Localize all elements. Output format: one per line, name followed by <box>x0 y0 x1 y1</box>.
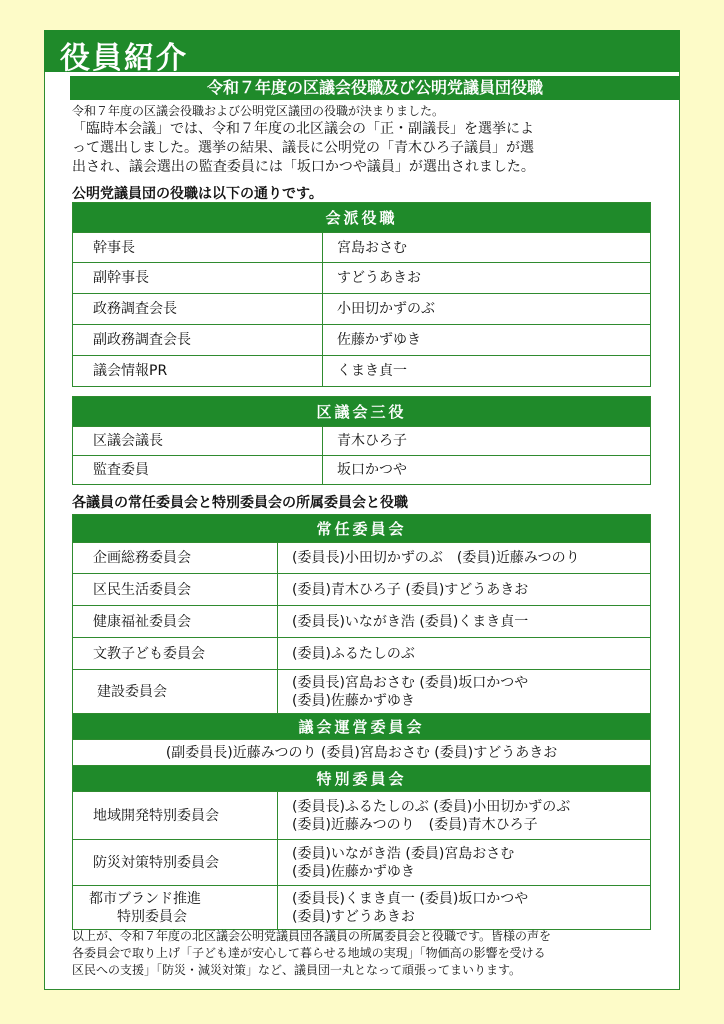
member-line: (委員)近藤みつのり (委員)青木ひろ子 <box>292 816 538 833</box>
role-label: 副政務調査会長 <box>73 325 323 356</box>
party-roles-table <box>72 202 651 387</box>
intro-line: 令和７年度の区議会役職および公明党区議団の役職が決まりました。 <box>72 104 445 118</box>
table-row <box>73 294 651 325</box>
committee-members: (委員長)小田切かずのぶ (委員)近藤みつのり <box>278 543 651 574</box>
role-label: 監査委員 <box>73 456 323 485</box>
table-row <box>73 263 651 294</box>
member-name: すどうあきお <box>323 263 651 294</box>
title-bar <box>44 30 680 76</box>
table-row <box>73 233 651 263</box>
table-row <box>73 325 651 356</box>
committee-name: 健康福祉委員会 <box>73 606 278 638</box>
committee-name: 建設委員会 <box>73 670 278 714</box>
committee-name <box>73 886 278 930</box>
member-name: 佐藤かずゆき <box>323 325 651 356</box>
special-committee-header: 特別委員会 <box>73 766 651 792</box>
member-name: 青木ひろ子 <box>323 427 651 456</box>
standing-committee-header: 常任委員会 <box>73 515 651 543</box>
committee-members <box>278 792 651 840</box>
table-row <box>73 638 651 670</box>
table-header: 会派役職 <box>73 203 651 233</box>
intro-paragraph-line: 「臨時本会議」では、令和７年度の北区議会の「正・副議長」を選挙によ <box>72 121 534 137</box>
closing-line: 各委員会で取り上げ「子ども達が安心して暮らせる地域の実現」「物価高の影響を受ける <box>72 946 546 960</box>
steering-committee-header: 議会運営委員会 <box>73 714 651 740</box>
member-line: (委員長)くまき貞一 (委員)坂口かつや <box>292 890 529 907</box>
committee-members <box>278 840 651 886</box>
committee-name: 地域開発特別委員会 <box>73 792 278 840</box>
committee-name: 区民生活委員会 <box>73 574 278 606</box>
committee-members <box>278 670 651 714</box>
council-roles-table <box>72 396 651 485</box>
member-line: (委員)いながき浩 (委員)宮島おさむ <box>292 845 515 862</box>
member-name: 小田切かずのぶ <box>323 294 651 325</box>
member-line: (委員)すどうあきお <box>292 908 415 925</box>
intro-paragraph-line: って選出しました。選挙の結果、議長に公明党の「青木ひろ子議員」が選 <box>72 140 534 156</box>
page-subtitle: 令和７年度の区議会役職及び公明党議員団役職 <box>70 76 680 100</box>
table-row <box>73 456 651 485</box>
table-row <box>73 356 651 387</box>
closing-line: 以上が、令和７年度の北区議会公明党議員団各議員の所属委員会と役職です。皆様の声を <box>72 929 552 943</box>
committee-name-line: 特別委員会 <box>117 908 187 925</box>
committee-members: (委員)青木ひろ子 (委員)すどうあきお <box>278 574 651 606</box>
table-header: 区議会三役 <box>73 397 651 427</box>
role-label: 区議会議長 <box>73 427 323 456</box>
table-row <box>73 840 651 886</box>
role-label: 政務調査会長 <box>73 294 323 325</box>
committee-name: 防災対策特別委員会 <box>73 840 278 886</box>
committees-table <box>72 514 651 930</box>
member-line: (委員長)ふるたしのぶ (委員)小田切かずのぶ <box>292 798 571 815</box>
table-row <box>73 606 651 638</box>
committee-members: (委員長)いながき浩 (委員)くまき貞一 <box>278 606 651 638</box>
table-row <box>73 792 651 840</box>
member-line: (委員)佐藤かずゆき <box>292 692 415 709</box>
intro-paragraph <box>72 120 672 177</box>
table-row <box>73 427 651 456</box>
party-roles-heading: 公明党議員団の役職は以下の通りです。 <box>72 186 323 202</box>
committee-name: 企画総務委員会 <box>73 543 278 574</box>
committee-members <box>278 886 651 930</box>
closing-text <box>72 928 672 979</box>
role-label: 議会情報PR <box>73 356 323 387</box>
steering-committee-members: (副委員長)近藤みつのり (委員)宮島おさむ (委員)すどうあきお <box>73 740 651 766</box>
member-name: くまき貞一 <box>323 356 651 387</box>
table-row <box>73 574 651 606</box>
role-label: 幹事長 <box>73 233 323 263</box>
table-row <box>73 740 651 766</box>
intro-paragraph-line: 出され、議会選出の監査委員には「坂口かつや議員」が選出されました。 <box>72 159 535 175</box>
table-row <box>73 543 651 574</box>
member-line: (委員)佐藤かずゆき <box>292 863 415 880</box>
member-name: 宮島おさむ <box>323 233 651 263</box>
committee-heading: 各議員の常任委員会と特別委員会の所属委員会と役職 <box>72 495 408 511</box>
table-row <box>73 886 651 930</box>
member-line: (委員長)宮島おさむ (委員)坂口かつや <box>292 674 529 691</box>
page-title: 役員紹介 <box>60 41 188 76</box>
committee-name-line: 都市ブランド推進 <box>89 890 201 907</box>
member-name: 坂口かつや <box>323 456 651 485</box>
committee-name: 文教子ども委員会 <box>73 638 278 670</box>
closing-line: 区民への支援」「防災・減災対策」など、議員団一丸となって頑張ってまいります。 <box>72 963 522 977</box>
intro-text <box>72 103 672 177</box>
table-row <box>73 670 651 714</box>
role-label: 副幹事長 <box>73 263 323 294</box>
committee-members: (委員)ふるたしのぶ <box>278 638 651 670</box>
